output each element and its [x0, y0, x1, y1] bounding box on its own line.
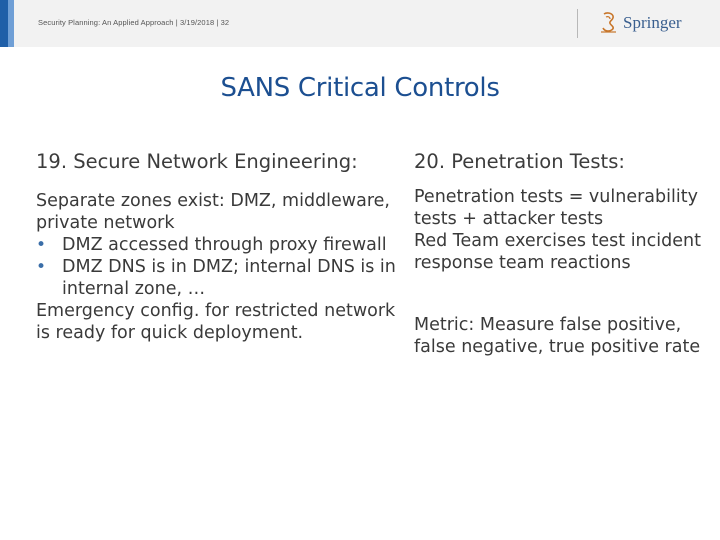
- springer-logo: [598, 10, 682, 36]
- right-para-3: Metric: Measure false positive, false negative, true positive rate: [414, 315, 701, 357]
- right-para-1: Penetration tests = vulnerability tests + attacker tests: [414, 187, 698, 229]
- logo-wordmark: Springer: [623, 13, 682, 32]
- left-column: [36, 152, 396, 344]
- left-closing: Emergency config. for restricted network is ready for quick deployment.: [36, 301, 396, 343]
- header-breadcrumb: Security Planning: An Applied Approach | 3/19/2018 | 32: [38, 18, 230, 27]
- right-para-2: Red Team exercises test incident response team reactions: [414, 231, 701, 273]
- left-intro: Separate zones exist: DMZ, middleware, private network: [36, 191, 390, 233]
- right-heading: 20. Penetration Tests:: [414, 150, 625, 173]
- list-item: [36, 234, 396, 256]
- header-divider: [577, 9, 578, 38]
- header-bar: [0, 0, 720, 47]
- slide-title: SANS Critical Controls: [220, 73, 500, 103]
- bullet-text: DMZ DNS is in DMZ; internal DNS is in internal zone, …: [62, 257, 396, 299]
- bullet-dot-icon: •: [36, 257, 47, 277]
- left-heading: 19. Secure Network Engineering:: [36, 150, 358, 173]
- header-accent-shade: [8, 0, 14, 47]
- list-item: [36, 256, 396, 300]
- bullet-text: DMZ accessed through proxy firewall: [62, 235, 387, 255]
- springer-horse-icon: [598, 11, 620, 35]
- right-column: [414, 152, 704, 358]
- bullet-dot-icon: •: [36, 235, 47, 255]
